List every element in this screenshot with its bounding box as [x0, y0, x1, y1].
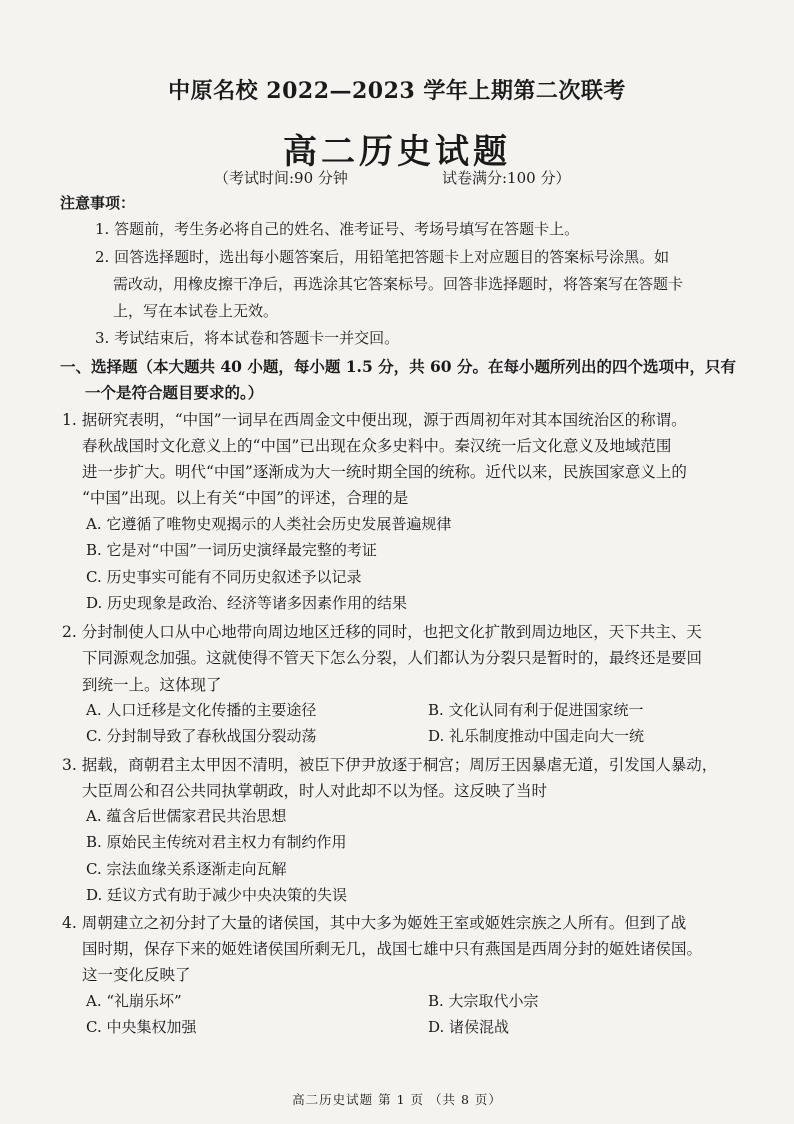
exam-title: 高二历史试题 [283, 132, 511, 172]
option: A. 人口迁移是文化传播的主要途径 [86, 701, 317, 719]
option: A. 它遵循了唯物史观揭示的人类社会历史发展普遍规律 [86, 515, 452, 533]
note-line: 1. 答题前，考生务必将自己的姓名、准考证号、考场号填写在答题卡上。 [95, 220, 580, 238]
question-stem: 这一变化反映了 [82, 966, 191, 984]
note-line: 3. 考试结束后，将本试卷和答题卡一并交回。 [95, 329, 400, 347]
option: D. 历史现象是政治、经济等诸多因素作用的结果 [86, 594, 408, 612]
question-stem: “中国”出现。以上有关“中国”的评述，合理的是 [82, 489, 409, 507]
question-stem: 到统一上。这体现了 [82, 676, 222, 694]
question-stem: 大臣周公和召公共同执掌朝政，时人对此却不以为怪。这反映了当时 [82, 782, 548, 800]
option: A. 蕴含后世儒家君民共治思想 [86, 807, 287, 825]
exam-time: （考试时间:90 分钟 [214, 169, 348, 187]
option: D. 诸侯混战 [428, 1018, 510, 1036]
question-stem: 国时期，保存下来的姬姓诸侯国所剩无几，战国七雄中只有燕国是西周分封的姬姓诸侯国。 [82, 940, 703, 958]
option: C. 分封制导致了春秋战国分裂动荡 [86, 727, 317, 745]
section-heading: 一、选择题（本大题共 40 小题，每小题 1.5 分，共 60 分。在每小题所列出的四个选项中，只有 [60, 357, 736, 376]
option: B. 大宗取代小宗 [428, 992, 539, 1010]
note-line: 上，写在本试卷上无效。 [113, 302, 279, 320]
question-stem: 3. 据载，商朝君主太甲因不清明，被臣下伊尹放逐于桐宫；周厉王因暴虐无道，引发国人暴动， [62, 756, 718, 774]
option: D. 礼乐制度推动中国走向大一统 [428, 727, 645, 745]
question-stem: 1. 据研究表明，“中国”一词早在西周金文中便出现，源于西周初年对其本国统治区的称谓。 [62, 411, 687, 429]
school-title: 中原名校 2022—2023 学年上期第二次联考 [168, 78, 626, 104]
exam-score: 试卷满分:100 分） [442, 169, 571, 187]
question-stem: 2. 分封制使人口从中心地带向周边地区迁移的同时，也把文化扩散到周边地区，天下共主、天 [62, 623, 702, 641]
question-stem: 进一步扩大。明代“中国”逐渐成为大一统时期全国的统称。近代以来，民族国家意义上的 [82, 463, 687, 481]
option: D. 廷议方式有助于减少中央决策的失误 [86, 886, 348, 904]
option: C. 历史事实可能有不同历史叙述予以记录 [86, 568, 362, 586]
note-line: 需改动，用橡皮擦干净后，再选涂其它答案标号。回答非选择题时，将答案写在答题卡 [113, 275, 684, 293]
option: B. 文化认同有利于促进国家统一 [428, 701, 644, 719]
option: B. 原始民主传统对君主权力有制约作用 [86, 833, 347, 851]
section-heading: 一个是符合题目要求的。） [85, 383, 264, 402]
option: C. 宗法血缘关系逐渐走向瓦解 [86, 860, 287, 878]
page-footer: 高二历史试题 第 1 页 （共 8 页） [292, 1092, 502, 1107]
question-stem: 下同源观念加强。这就使得不管天下怎么分裂，人们都认为分裂只是暂时的，最终还是要回 [82, 649, 703, 667]
question-stem: 春秋战国时文化意义上的“中国”已出现在众多史料中。秦汉统一后文化意义及地域范围 [82, 437, 672, 455]
notes-title: 注意事项： [60, 194, 136, 212]
option: B. 它是对“中国”一词历史演绎最完整的考证 [86, 541, 377, 559]
option: C. 中央集权加强 [86, 1018, 197, 1036]
option: A. “礼崩乐坏” [86, 992, 182, 1010]
question-stem: 4. 周朝建立之初分封了大量的诸侯国，其中大多为姬姓王室或姬姓宗族之人所有。但到了战 [62, 914, 687, 932]
note-line: 2. 回答选择题时，选出每小题答案后，用铅笔把答题卡上对应题目的答案标号涂黑。如 [95, 248, 670, 266]
